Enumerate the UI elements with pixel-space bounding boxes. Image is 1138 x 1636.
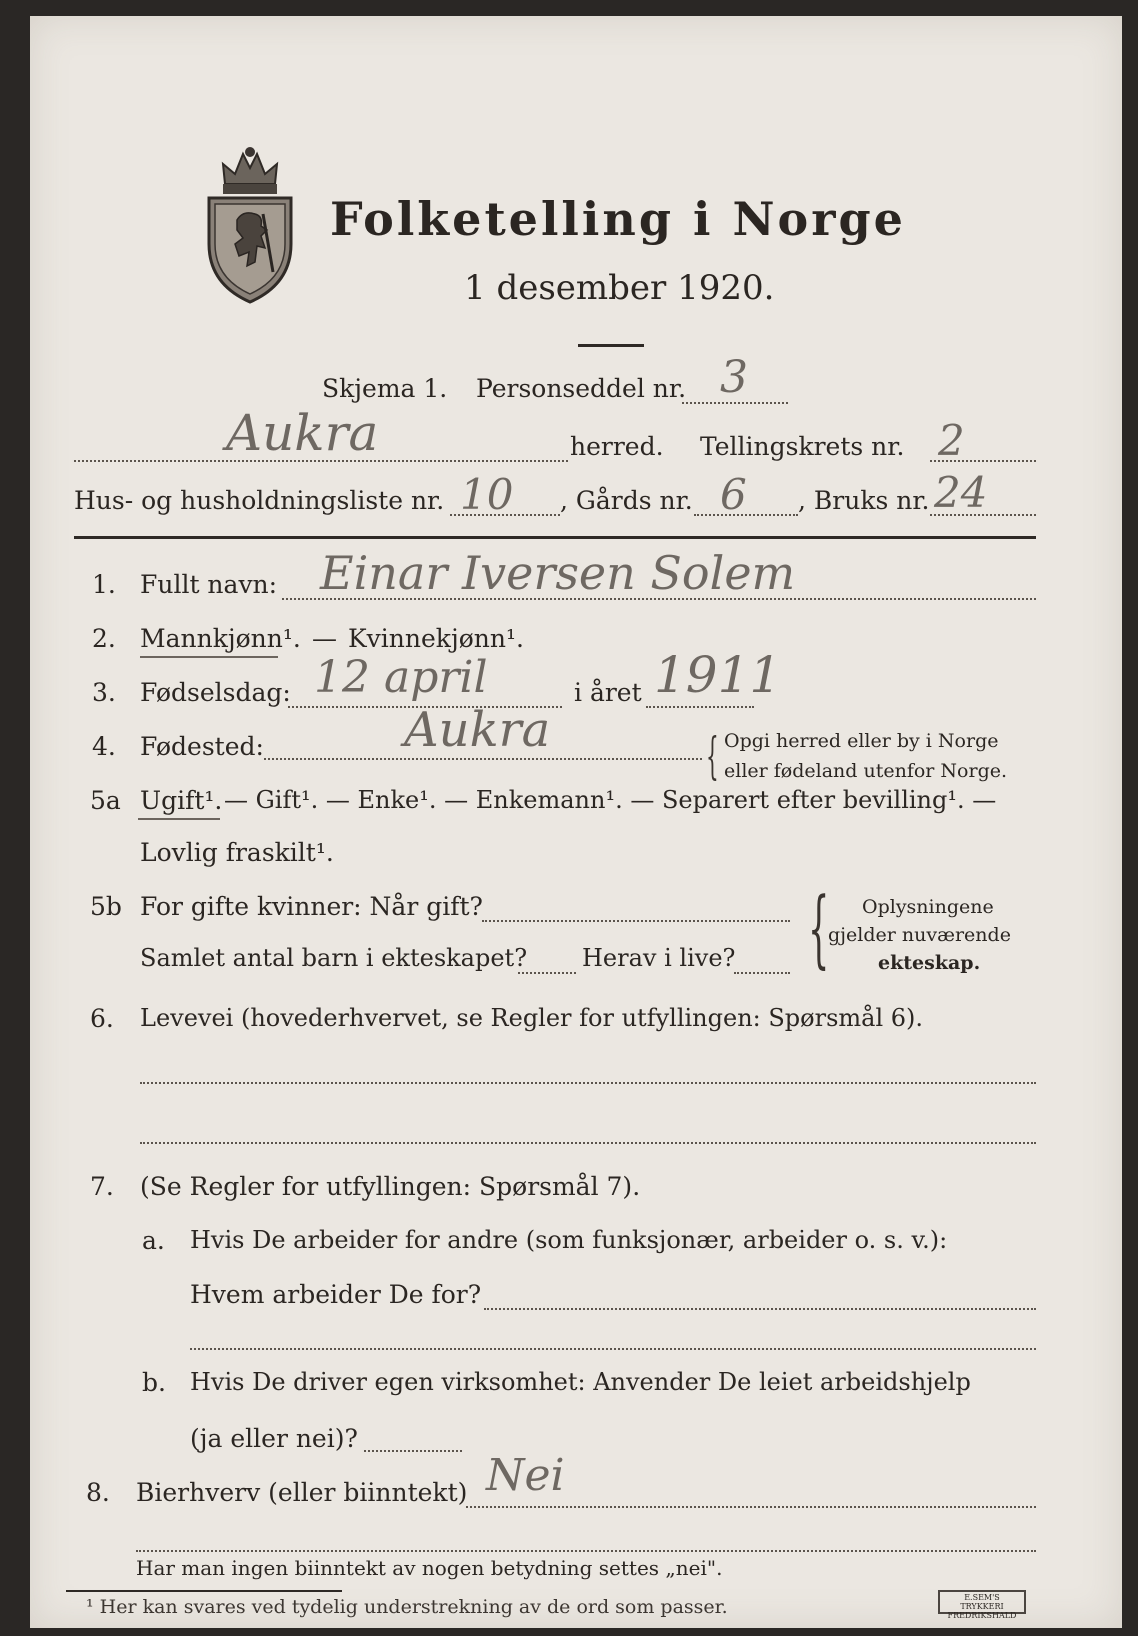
q5a-ugift-option: Ugift¹. — [140, 786, 223, 815]
q7b-field-line — [364, 1450, 462, 1452]
q1-label: Fullt navn: — [140, 570, 278, 599]
footer-divider — [66, 1590, 342, 1592]
q7-number: 7. — [90, 1172, 114, 1201]
q4-note-brace: { — [706, 727, 719, 785]
q5b-gift-field-line — [482, 920, 790, 922]
bruks-value: 24 — [934, 468, 988, 517]
printer-stamp — [938, 1590, 1026, 1620]
q7a-field-line-2 — [190, 1348, 1036, 1350]
q4-note-line1: Opgi herred eller by i Norge — [724, 730, 999, 752]
q5b-number: 5b — [90, 892, 122, 921]
q6-field-line-2 — [140, 1142, 1036, 1144]
q3-year-field-line — [646, 706, 754, 708]
q5b-note-line3: ekteskap. — [878, 952, 981, 974]
q1-value: Einar Iversen Solem — [320, 546, 796, 600]
q2-kvinnekjonn-option: Kvinnekjønn¹. — [348, 624, 524, 653]
q7a-letter: a. — [142, 1226, 165, 1255]
personseddel-label: Personseddel nr. — [476, 374, 687, 403]
q6-number: 6. — [90, 1004, 114, 1033]
bruks-label: , Bruks nr. — [798, 486, 930, 515]
skjema-label: Skjema 1. — [322, 374, 448, 403]
q3-year-value: 1911 — [654, 646, 782, 704]
q7a-field-line-1 — [484, 1308, 1036, 1310]
q4-number: 4. — [92, 732, 116, 761]
census-form-page — [30, 16, 1122, 1628]
hus-value: 10 — [460, 470, 514, 519]
printer-stamp-text: E.SEM'S TRYKKERI FREDRIKSHALD — [947, 1593, 1017, 1620]
q7-label: (Se Regler for utfyllingen: Spørsmål 7). — [140, 1172, 641, 1201]
q7b-letter: b. — [142, 1368, 166, 1397]
q5b-note-brace: { — [808, 879, 830, 977]
q5b-note-line1: Oplysningene — [862, 896, 994, 918]
tellingskrets-label: Tellingskrets nr. — [700, 432, 905, 461]
q5b-barn-field-line — [518, 972, 576, 974]
q3-label: Fødselsdag: — [140, 678, 291, 707]
q8-value: Nei — [486, 1450, 565, 1501]
q6-label: Levevei (hovederhvervet, se Regler for utfyllingen: Spørsmål 6). — [140, 1004, 924, 1032]
gards-value: 6 — [720, 470, 747, 519]
q2-separator: — — [312, 624, 337, 653]
q2-number: 2. — [92, 624, 116, 653]
q5a-other-options: — Gift¹. — Enke¹. — Enkemann¹. — Separert efter bevilling¹. — — [224, 786, 997, 814]
personseddel-value: 3 — [720, 352, 748, 403]
q7a-line1: Hvis De arbeider for andre (som funksjonær, arbeider o. s. v.): — [190, 1226, 948, 1254]
q8-field-line-2 — [136, 1550, 1036, 1552]
q5a-ugift-underline — [138, 818, 220, 820]
herred-label: herred. — [570, 432, 664, 461]
form-title: Folketelling i Norge — [330, 192, 906, 246]
gards-label: , Gårds nr. — [560, 486, 693, 515]
title-divider — [578, 344, 644, 347]
q5b-ilive-field-line — [734, 972, 790, 974]
q3-year-label: i året — [574, 678, 642, 707]
q2-mannkjonn-underline — [140, 656, 278, 658]
q4-note-line2: eller fødeland utenfor Norge. — [724, 760, 1008, 782]
q5b-ilive-label: Herav i live? — [582, 944, 736, 972]
q5b-barn-label: Samlet antal barn i ekteskapet? — [140, 944, 528, 972]
q7b-line1: Hvis De driver egen virksomhet: Anvender De leiet arbeidshjelp — [190, 1368, 971, 1396]
q5b-line1: For gifte kvinner: Når gift? — [140, 892, 483, 921]
q5b-note-line2: gjelder nuværende — [828, 924, 1011, 946]
q7a-line2: Hvem arbeider De for? — [190, 1280, 482, 1309]
q8-number: 8. — [86, 1478, 110, 1507]
q2-mannkjonn-option: Mannkjønn¹. — [140, 624, 301, 653]
tellingskrets-value: 2 — [938, 416, 965, 465]
q4-value: Aukra — [404, 702, 551, 758]
q6-field-line-1 — [140, 1082, 1036, 1084]
hus-label: Hus- og husholdningsliste nr. — [74, 486, 445, 515]
q8-field-line — [466, 1506, 1036, 1508]
header-divider — [74, 536, 1036, 539]
census-date: 1 desember 1920. — [464, 268, 775, 308]
q5a-lovlig-fraskilt: Lovlig fraskilt¹. — [140, 838, 334, 867]
norwegian-coat-of-arms-icon — [203, 144, 297, 304]
q3-day-value: 12 april — [314, 652, 488, 703]
q8-label: Bierhverv (eller biinntekt) — [136, 1478, 468, 1507]
herred-value: Aukra — [226, 404, 379, 462]
q1-number: 1. — [92, 570, 116, 599]
q3-number: 3. — [92, 678, 116, 707]
q4-field-line — [264, 758, 702, 760]
q5a-number: 5a — [90, 786, 121, 815]
bottom-footnote: ¹ Her kan svares ved tydelig understrekning av de ord som passer. — [86, 1596, 728, 1618]
q7b-line2: (ja eller nei)? — [190, 1424, 358, 1453]
q4-label: Fødested: — [140, 732, 264, 761]
nei-footnote: Har man ingen biinntekt av nogen betydning settes „nei". — [136, 1556, 723, 1580]
